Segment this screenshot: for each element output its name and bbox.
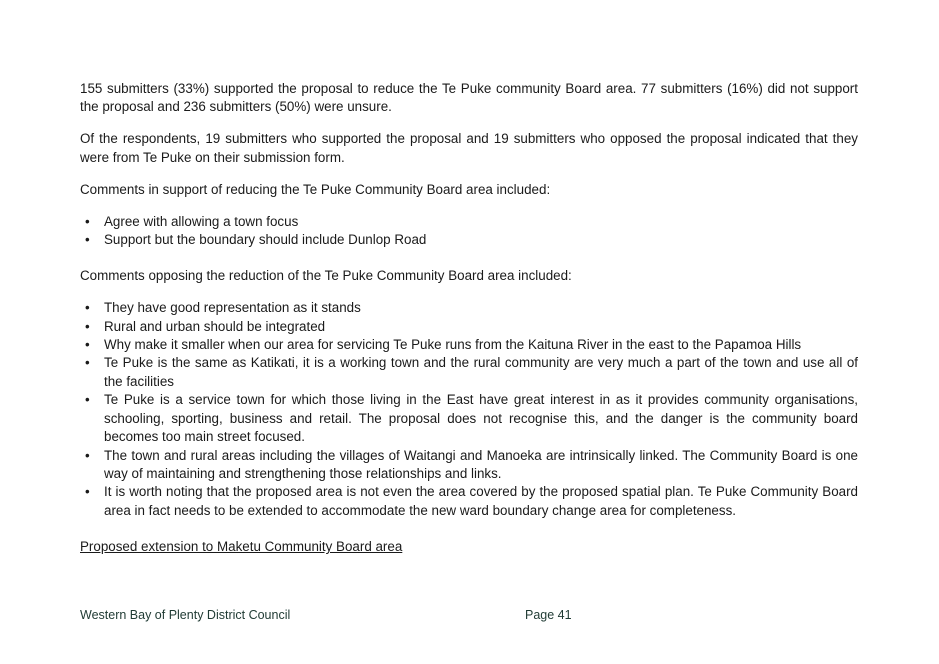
list-item: • Te Puke is a service town for which those living in the East have great interest in as it provides community organisations, schooling, sporting, business and retail. The proposal does not recognise this, and the danger is the community board becomes too main street focused. bbox=[80, 391, 858, 446]
list-item: • Rural and urban should be integrated bbox=[80, 318, 858, 336]
footer-organisation: Western Bay of Plenty District Council bbox=[80, 608, 291, 622]
support-comments-heading: Comments in support of reducing the Te Puke Community Board area included: bbox=[80, 181, 551, 197]
list-item: • The town and rural areas including the villages of Waitangi and Manoeka are intrinsically linked. The Community Board is one way of maintaining and strengthening those relationships and links. bbox=[80, 447, 858, 484]
list-item: • Support but the boundary should include Dunlop Road bbox=[80, 231, 858, 249]
oppose-comments-list bbox=[80, 299, 858, 520]
list-item: • It is worth noting that the proposed area is not even the area covered by the proposed spatial plan. Te Puke Community Board area in fact needs to be extended to accommodate the new ward boundary change area for completeness. bbox=[80, 483, 858, 520]
footer-page-number: Page 41 bbox=[525, 608, 572, 622]
paragraph-respondents: Of the respondents, 19 submitters who supported the proposal and 19 submitters who opposed the proposal indicated that they were from Te Puke on their submission form. bbox=[80, 131, 858, 165]
section-heading-maketu: Proposed extension to Maketu Community Board area bbox=[80, 539, 403, 555]
support-comments-list bbox=[80, 213, 858, 250]
oppose-comments-heading: Comments opposing the reduction of the Te Puke Community Board area included: bbox=[80, 268, 572, 284]
document-page bbox=[80, 80, 858, 557]
paragraph-submission-stats: 155 submitters (33%) supported the proposal to reduce the Te Puke community Board area. 77 submitters (16%) did not support the proposal and 236 submitters (50%) were unsure. bbox=[80, 81, 858, 115]
list-item: • They have good representation as it stands bbox=[80, 299, 858, 317]
list-item: • Te Puke is the same as Katikati, it is a working town and the rural community are very much a part of the town and use all of the facilities bbox=[80, 354, 858, 391]
list-item: • Why make it smaller when our area for servicing Te Puke runs from the Kaituna River in the east to the Papamoa Hills bbox=[80, 336, 858, 354]
list-item: • Agree with allowing a town focus bbox=[80, 213, 858, 231]
